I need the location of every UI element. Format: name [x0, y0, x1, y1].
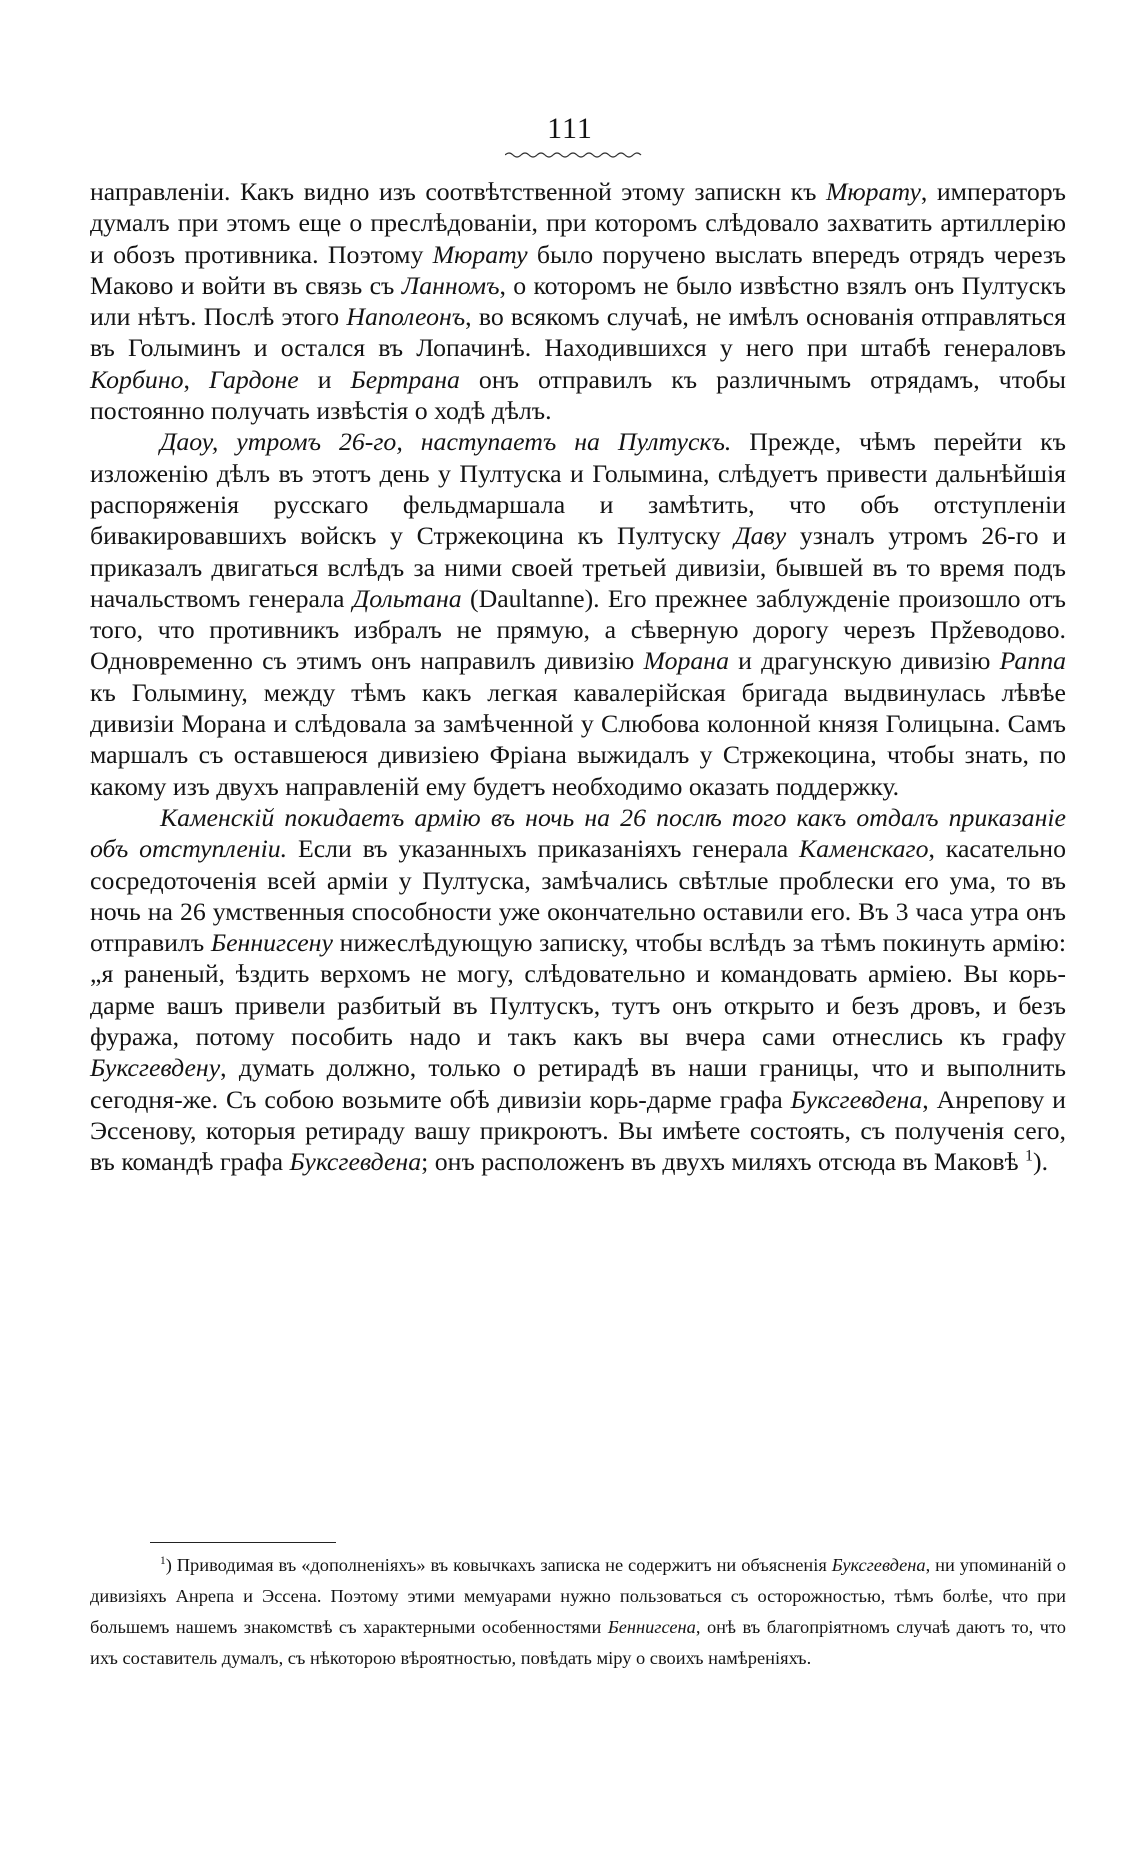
- italic-text-run: Гардоне: [209, 364, 299, 394]
- footnote: [90, 1550, 1066, 1674]
- text-run: (Daultanne). Его прежнее заблужденіе произошло отъ того, что противникъ избралъ не прямую, а сѣверную дорогу черезъ Прžеводово. Одновременно съ этимъ онъ направилъ дивизію: [90, 583, 1066, 676]
- text-run: Прежде, чѣмъ перейти къ изложенію дѣлъ въ этотъ день у Пултуска и Голымина, слѣдуетъ привести дальнѣйшія распоряженія русскаго фельдмаршала и замѣтить, что объ отступленіи бивакировавшихъ войскъ у Стржекоцина къ Пултуску: [90, 427, 1066, 551]
- italic-text-run: Буксгевдена: [289, 1147, 422, 1177]
- italic-text-run: Морана: [643, 646, 729, 676]
- page-number-ornament: [505, 150, 645, 158]
- italic-text-run: Буксгевдену: [90, 1053, 221, 1083]
- text-run: , императоръ думалъ при этомъ еще о преслѣдованіи, при которомъ слѣдовало захватить артиллерію и обозъ противника. Поэтому: [90, 177, 1066, 269]
- text-run: и драгунскую дивизію: [729, 646, 1000, 676]
- italic-text-run: Раппа: [999, 646, 1066, 676]
- page-number: 111: [547, 112, 593, 145]
- text-run: ,: [183, 364, 209, 394]
- paragraph: [90, 176, 1066, 426]
- italic-text-run: Бертрана: [350, 364, 460, 394]
- italic-text-run: Корбино: [90, 364, 184, 394]
- italic-text-run: Мюрату: [432, 239, 528, 269]
- italic-text-run: Каменскаго: [799, 834, 929, 864]
- footnote-divider: [150, 1542, 336, 1543]
- text-run: узналъ утромъ 26-го и приказалъ двигаться вслѣдъ за ними своей третьей дивизіи, бывшей въ то время подъ начальствомъ генерала: [90, 521, 1066, 613]
- italic-text-run: Ланномъ: [401, 270, 500, 300]
- footnote-marker: 1: [160, 1554, 166, 1567]
- text-run: Если въ указанныхъ приказаніяхъ генерала: [287, 834, 800, 864]
- text-run: , во всякомъ случаѣ, не имѣлъ основанія отправляться въ Голыминъ и остался въ Лопачинѣ. Находившихся у него при штабѣ генераловъ: [90, 302, 1066, 363]
- text-run: направленіи. Какъ видно изъ соотвѣтственной этому запискн къ: [90, 177, 826, 206]
- text-run: , думать должно, только о ретирадѣ въ наши границы, что и выполнить сегодня-же. Съ собою возьмите обѣ дивизіи корь-дарме графа: [90, 1053, 1066, 1114]
- paragraph: [90, 426, 1066, 802]
- italic-text-run: Мюрату: [825, 177, 921, 206]
- text-run: было поручено выслать впередъ отрядъ черезъ Маково и войти въ связь съ: [90, 239, 1066, 300]
- text-run: , Анрепову и Эссенову, которыя ретираду вашу прикроютъ. Вы имѣете состоять, съ полученія сего, въ командѣ графа: [90, 1084, 1066, 1177]
- text-run: ).: [1033, 1147, 1049, 1177]
- text-run: и: [298, 364, 351, 394]
- italic-text-run: Дольтана: [352, 583, 462, 613]
- text-run: , о которомъ не было извѣстно взялъ онъ Пултускъ или нѣтъ. Послѣ этого: [90, 270, 1066, 332]
- footnote-reference: 1: [1025, 1147, 1034, 1165]
- text-run: нижеслѣдующую записку, чтобы вслѣдъ за тѣмъ покинуть армію: „я раненый, ѣздить верхомъ не могу, слѣдовательно и командовать арміею. Вы корь-дарме вашъ привели разбитый въ Пултускъ, тутъ онъ открыто и безъ дровъ, и безъ фуража, потому пособить надо и такъ какъ вы вчера сами отнеслись къ графу: [90, 928, 1066, 1052]
- italic-text-run: Каменскій покидаетъ армію въ ночь на 26 послѣ того какъ отдалъ приказаніе объ отступленіи.: [90, 802, 1066, 864]
- italic-text-run: Беннигсена: [607, 1617, 696, 1637]
- text-run: , онѣ въ благопріятномъ случаѣ даютъ то, что ихъ составитель думалъ, съ нѣкоторою вѣроятностью, повѣдать міру о своихъ намѣреніяхъ.: [90, 1617, 1066, 1668]
- main-text: [90, 176, 1066, 1178]
- italic-text-run: Даоу, утромъ 26-го, наступаетъ на Пултускъ.: [160, 427, 732, 457]
- text-run: къ Голымину, между тѣмъ какъ легкая кавалерійская бригада выдвинулась лѣвѣе дивизіи Морана и слѣдовала за замѣченной у Слюбова колонной князя Голицына. Самъ маршалъ съ оставшеюся дивизіею Фріана выжидалъ у Стржекоцина, чтобы знать, по какому изъ двухъ направленій ему будетъ необходимо оказать поддержку.: [90, 677, 1066, 801]
- italic-text-run: Буксгевдена: [790, 1084, 923, 1114]
- paragraph: [90, 802, 1066, 1178]
- italic-text-run: Беннигсену: [210, 928, 333, 958]
- italic-text-run: Даву: [734, 521, 787, 551]
- text-run: , касательно сосредоточенія всей арміи у Пултуска, замѣчались свѣтлые проблески его ума, то въ ночь на 26 умственныя способности уже окончательно оставили его. Въ 3 часа утра онъ отправилъ: [90, 834, 1067, 958]
- text-run: , ни упоминаній о дивизіяхъ Анрепа и Эссена. Поэтому этими мемуарами нужно пользоваться съ осторожностью, тѣмъ болѣе, что при большемъ нашемъ знакомствѣ съ характерными особенностями: [90, 1555, 1067, 1637]
- italic-text-run: Буксгевдена: [831, 1555, 926, 1575]
- text-run: онъ отправилъ къ различнымъ отрядамъ, чтобы постоянно получать извѣстія о ходѣ дѣлъ.: [90, 364, 1066, 426]
- text-run: ) Приводимая въ «дополненіяхъ» въ ковычкахъ записка не содержитъ ни объясненія: [165, 1555, 832, 1575]
- italic-text-run: Наполеонъ: [346, 302, 466, 332]
- text-run: ; онъ расположенъ въ двухъ миляхъ отсюда въ Маковѣ: [421, 1147, 1026, 1177]
